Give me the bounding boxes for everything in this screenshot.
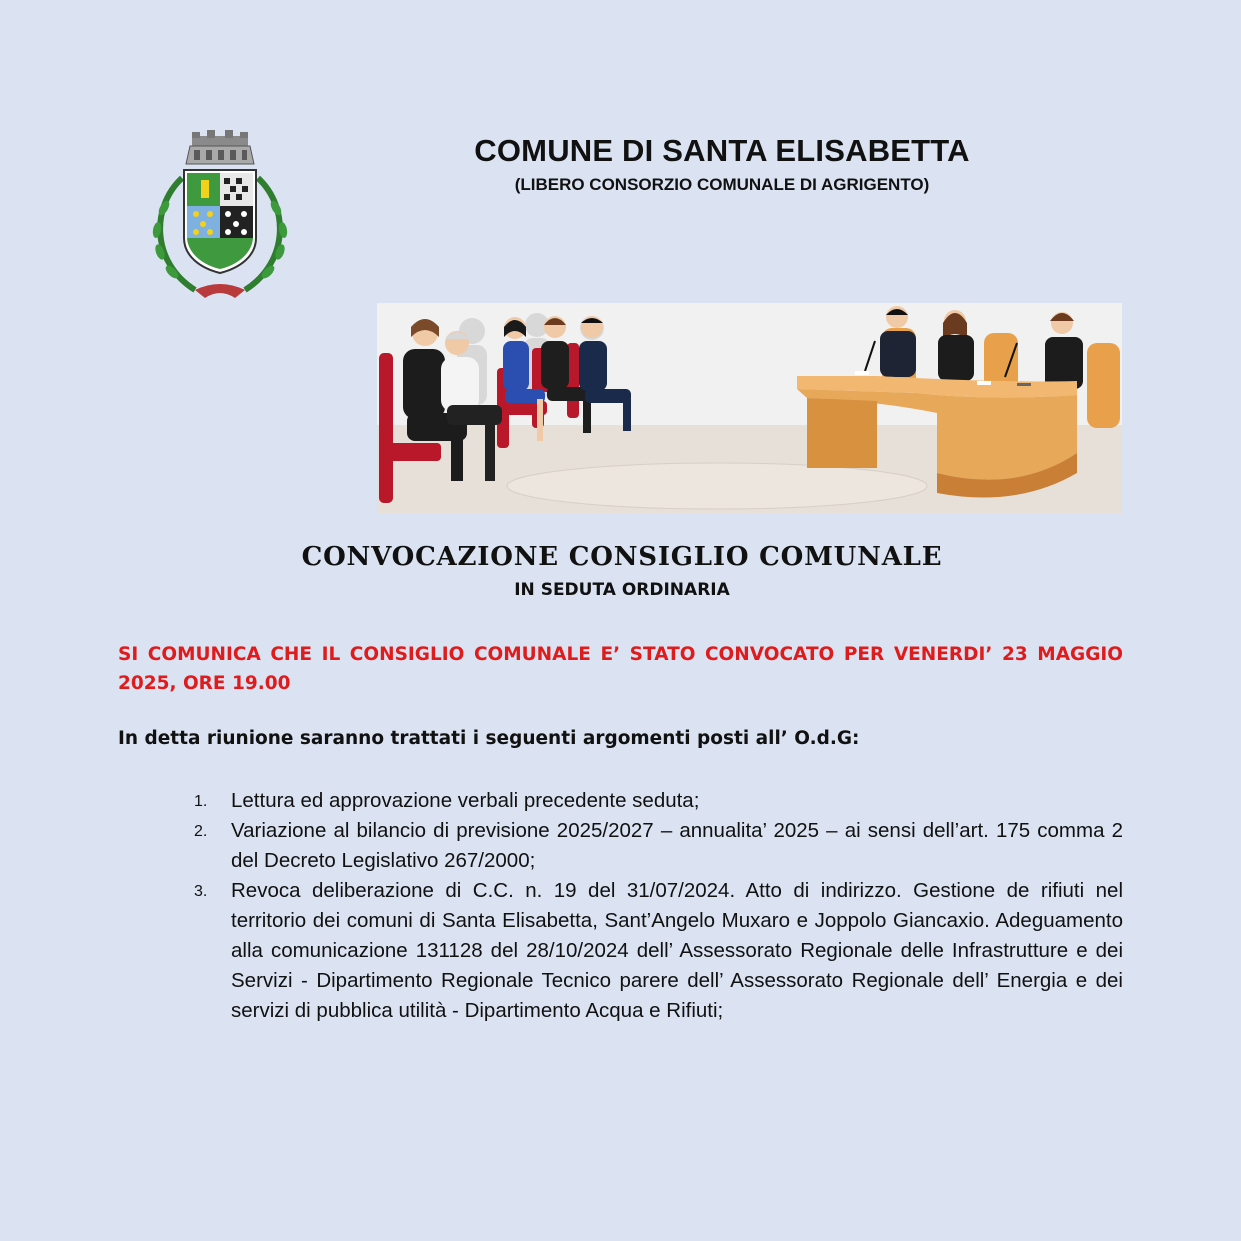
agenda-item-number: 3. [194, 883, 208, 900]
agenda-list [190, 786, 1123, 1026]
meeting-notice: SI COMUNICA CHE IL CONSIGLIO COMUNALE E’ STATO CONVOCATO PER VENERDI’ 23 MAGGIO 2025, ORE 19.00 [118, 644, 1123, 694]
agenda-intro: In detta riunione saranno trattati i seguenti argomenti posti all’ O.d.G: [118, 728, 860, 749]
agenda-item [190, 786, 1123, 816]
convocation-subtitle: IN SEDUTA ORDINARIA [514, 580, 730, 600]
page-subtitle: (LIBERO CONSORZIO COMUNALE DI AGRIGENTO) [514, 175, 930, 194]
council-meeting-illustration [377, 303, 1122, 513]
convocation-title: CONVOCAZIONE CONSIGLIO COMUNALE [301, 542, 943, 572]
page-title: COMUNE DI SANTA ELISABETTA [474, 133, 970, 168]
municipal-crest-icon [140, 128, 300, 303]
agenda-item-text: Variazione al bilancio di previsione 2025/2027 – annualita’ 2025 – ai sensi dell’art. 175 comma 2 del Decreto Legislativo 267/2000; [231, 819, 1123, 872]
agenda-item [190, 876, 1123, 1026]
agenda-item [190, 816, 1123, 876]
agenda-item-text: Lettura ed approvazione verbali precedente seduta; [231, 789, 700, 812]
agenda-item-number: 1. [194, 793, 208, 810]
agenda-item-number: 2. [194, 823, 208, 840]
agenda-item-text: Revoca deliberazione di C.C. n. 19 del 31/07/2024. Atto di indirizzo. Gestione de rifiuti nel territorio dei comuni di Santa Elisabetta, Sant’Angelo Muxaro e Joppolo Giancaxio. Adeguamento alla comunicazione 131128 del 28/10/2024 dell’ Assessorato Regionale delle Infrastrutture e dei Servizi - Dipartimento Regionale Tecnico parere dell’ Assessorato Regionale dell’ Energia e dei servizi di pubblica utilità - Dipartimento Acqua e Rifiuti; [231, 879, 1123, 1022]
